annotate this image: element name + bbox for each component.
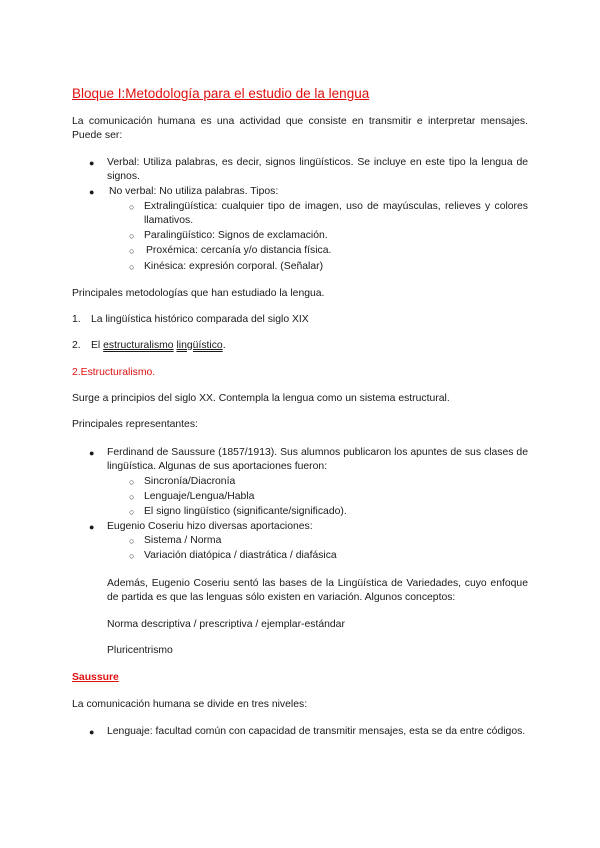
bullet-icon: ● <box>89 522 95 532</box>
circle-bullet-icon: ○ <box>129 246 135 256</box>
list-number: 1. <box>72 314 81 325</box>
list-number: 2. <box>72 340 81 351</box>
subtype-kinesica: Kinésica: expresión corporal. (Señalar) <box>144 261 324 272</box>
list-item-verbal: Verbal: Utiliza palabras, es decir, signos lingüísticos. Se incluye en este tipo la lengua de signos. <box>107 157 528 182</box>
coseriu-extra-paragraph: Además, Eugenio Coseriu sentó las bases de la Lingüística de Variedades, cuyo enfoque de partida es que las lenguas sólo existen en variación. Algunos conceptos: <box>107 578 528 603</box>
bullet-icon: ● <box>89 187 95 197</box>
subtype-paralinguistico: Paralingüístico: Signos de exclamación. <box>144 230 328 241</box>
saussure-item-3: El signo lingüístico (significante/significado). <box>144 506 347 517</box>
subtype-extralinguistica: Extralingüística: cualquier tipo de imagen, uso de mayúsculas, relieves y colores llamativos. <box>144 201 528 226</box>
subtype-proxemica: Proxémica: cercanía y/o distancia física. <box>146 245 332 256</box>
circle-bullet-icon: ○ <box>129 202 135 212</box>
bullet-icon: ● <box>89 158 95 168</box>
bullet-icon: ● <box>89 448 95 458</box>
intro-paragraph: La comunicación humana es una actividad que consiste en transmitir e interpretar mensajes. Puede ser: <box>72 116 528 141</box>
link-estructuralismo[interactable]: estructuralismo <box>103 340 174 351</box>
circle-bullet-icon: ○ <box>129 536 135 546</box>
section-heading-estructuralismo: 2.Estructuralismo. <box>72 367 156 378</box>
list-item-coseriu: Eugenio Coseriu hizo diversas aportaciones: <box>107 521 313 532</box>
circle-bullet-icon: ○ <box>129 231 135 241</box>
methodologies-heading: Principales metodologías que han estudiado la lengua. <box>72 288 325 299</box>
concept-pluricentrismo: Pluricentrismo <box>107 645 173 656</box>
circle-bullet-icon: ○ <box>129 507 135 517</box>
estructuralismo-text: Surge a principios del siglo XX. Contempla la lengua como un sistema estructural. <box>72 393 450 404</box>
representantes-heading: Principales representantes: <box>72 419 198 430</box>
circle-bullet-icon: ○ <box>129 492 135 502</box>
concept-norma: Norma descriptiva / prescriptiva / ejemplar-estándar <box>107 619 345 630</box>
methodology-prefix: El <box>91 340 104 351</box>
coseriu-item-2: Variación diatópica / diastrática / diafásica <box>144 550 337 561</box>
methodology-item-1: La lingüística histórico comparada del siglo XIX <box>91 314 309 325</box>
methodology-item-2 <box>91 339 226 353</box>
saussure-section-text: La comunicación humana se divide en tres niveles: <box>72 699 308 710</box>
list-item-lenguaje: Lenguaje: facultad común con capacidad de transmitir mensajes, esta se da entre códigos. <box>107 726 526 737</box>
circle-bullet-icon: ○ <box>129 551 135 561</box>
link-linguistico[interactable]: lingüístico <box>176 340 223 351</box>
bullet-icon: ● <box>89 727 95 737</box>
list-item-saussure: Ferdinand de Saussure (1857/1913). Sus alumnos publicaron los apuntes de sus clases de lingüística. Algunas de sus aportaciones fueron: <box>107 447 528 472</box>
page-title: Bloque I:Metodología para el estudio de la lengua <box>72 86 370 101</box>
section-heading-saussure: Saussure <box>72 672 119 683</box>
circle-bullet-icon: ○ <box>129 477 135 487</box>
coseriu-item-1: Sistema / Norma <box>144 535 222 546</box>
saussure-item-2: Lenguaje/Lengua/Habla <box>144 491 255 502</box>
saussure-item-1: Sincronía/Diacronía <box>144 476 236 487</box>
circle-bullet-icon: ○ <box>129 262 135 272</box>
methodology-suffix: . <box>222 340 226 351</box>
list-item-no-verbal: No verbal: No utiliza palabras. Tipos: <box>109 186 279 197</box>
